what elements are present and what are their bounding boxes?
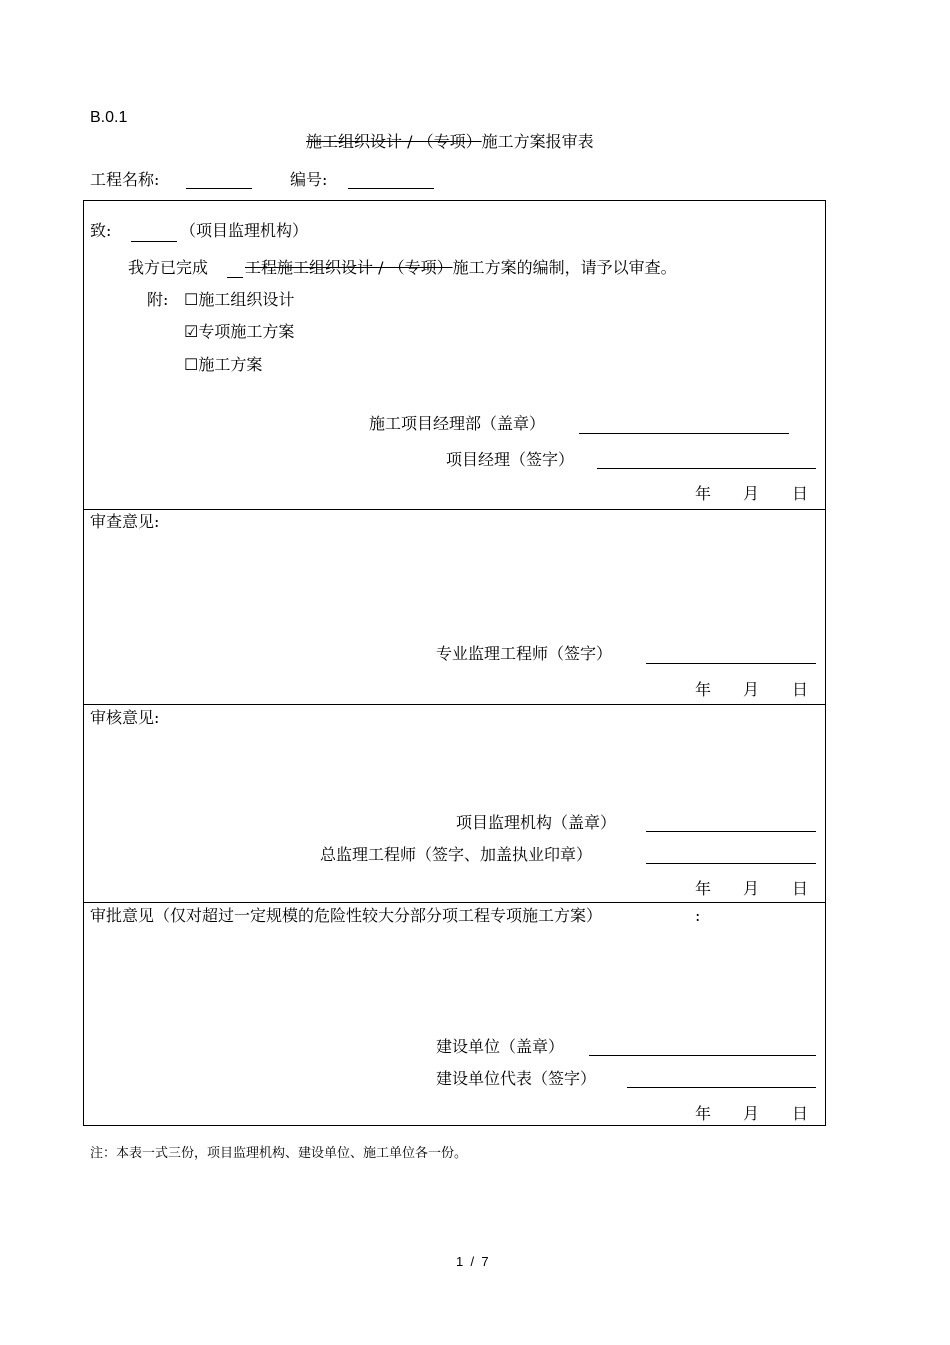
to-org: （项目监理机构） xyxy=(180,221,309,240)
date-year: 年 xyxy=(695,484,712,503)
org-seal-field[interactable] xyxy=(646,831,816,832)
body-prefix: 我方已完成 xyxy=(128,258,209,277)
page-sep: / xyxy=(470,1254,475,1269)
date-month: 月 xyxy=(743,484,760,503)
number-field[interactable] xyxy=(348,188,434,189)
form-title-struck: 施工组织设计 / （专项） xyxy=(306,132,482,151)
attachment-item[interactable] xyxy=(184,290,294,310)
form-title-rest: 施工方案报审表 xyxy=(481,132,594,151)
date-day: 日 xyxy=(792,680,809,699)
attachment-label: 专项施工方案 xyxy=(198,322,295,341)
engineer-sign-field[interactable] xyxy=(646,663,816,664)
date-year: 年 xyxy=(695,879,712,898)
audit-heading: 审核意见: xyxy=(90,708,160,727)
project-name-label: 工程名称: xyxy=(90,170,160,189)
page-number xyxy=(456,1252,489,1272)
divider-1 xyxy=(83,509,826,510)
footnote: 注：本表一式三份，项目监理机构、建设单位、施工单位各一份。 xyxy=(90,1146,468,1161)
checkbox-checked-icon[interactable]: ☑ xyxy=(184,322,199,341)
dept-seal-label: 施工项目经理部（盖章） xyxy=(369,414,546,433)
checkbox-unchecked-icon[interactable]: ☐ xyxy=(184,290,199,309)
rep-sign-field[interactable] xyxy=(627,1087,816,1088)
unit-seal-label: 建设单位（盖章） xyxy=(436,1037,565,1056)
to-field[interactable] xyxy=(131,241,177,242)
divider-2 xyxy=(83,704,826,705)
manager-sign-label: 项目经理（签字） xyxy=(446,450,575,469)
date-year: 年 xyxy=(695,1104,712,1123)
rep-sign-label: 建设单位代表（签字） xyxy=(436,1069,597,1088)
body-text xyxy=(245,258,677,278)
body-blank xyxy=(227,277,243,278)
body-struck: 工程施工组织设计 / （专项） xyxy=(245,258,453,277)
date-month: 月 xyxy=(743,680,760,699)
date-day: 日 xyxy=(792,1104,809,1123)
unit-seal-field[interactable] xyxy=(589,1055,816,1056)
org-seal-label: 项目监理机构（盖章） xyxy=(456,813,617,832)
number-label: 编号: xyxy=(290,170,328,189)
date-year: 年 xyxy=(695,680,712,699)
project-name-field[interactable] xyxy=(186,188,252,189)
approval-heading-colon: : xyxy=(695,906,701,925)
engineer-sign-label: 专业监理工程师（签字） xyxy=(436,644,613,663)
checkbox-unchecked-icon[interactable]: ☐ xyxy=(184,355,199,374)
review-heading: 审查意见: xyxy=(90,512,160,531)
attachment-label: 施工组织设计 xyxy=(198,290,295,309)
body-rest: 施工方案的编制，请予以审查。 xyxy=(452,258,677,277)
chief-sign-label: 总监理工程师（签字、加盖执业印章） xyxy=(320,845,593,864)
attach-label: 附: xyxy=(147,290,169,309)
page-total: 7 xyxy=(481,1254,489,1269)
to-label: 致: xyxy=(90,221,112,240)
date-day: 日 xyxy=(792,484,809,503)
page-current: 1 xyxy=(456,1254,464,1269)
form-title xyxy=(306,132,594,152)
form-code: B.0.1 xyxy=(90,109,128,126)
approval-heading: 审批意见（仅对超过一定规模的危险性较大分部分项工程专项施工方案） xyxy=(90,906,603,925)
date-month: 月 xyxy=(743,1104,760,1123)
divider-3 xyxy=(83,902,826,903)
attachment-item[interactable] xyxy=(184,322,294,342)
attachment-item[interactable] xyxy=(184,355,262,375)
manager-sign-field[interactable] xyxy=(597,468,816,469)
attachment-label: 施工方案 xyxy=(198,355,263,374)
dept-seal-field[interactable] xyxy=(579,433,789,434)
date-month: 月 xyxy=(743,879,760,898)
chief-sign-field[interactable] xyxy=(646,863,816,864)
date-day: 日 xyxy=(792,879,809,898)
